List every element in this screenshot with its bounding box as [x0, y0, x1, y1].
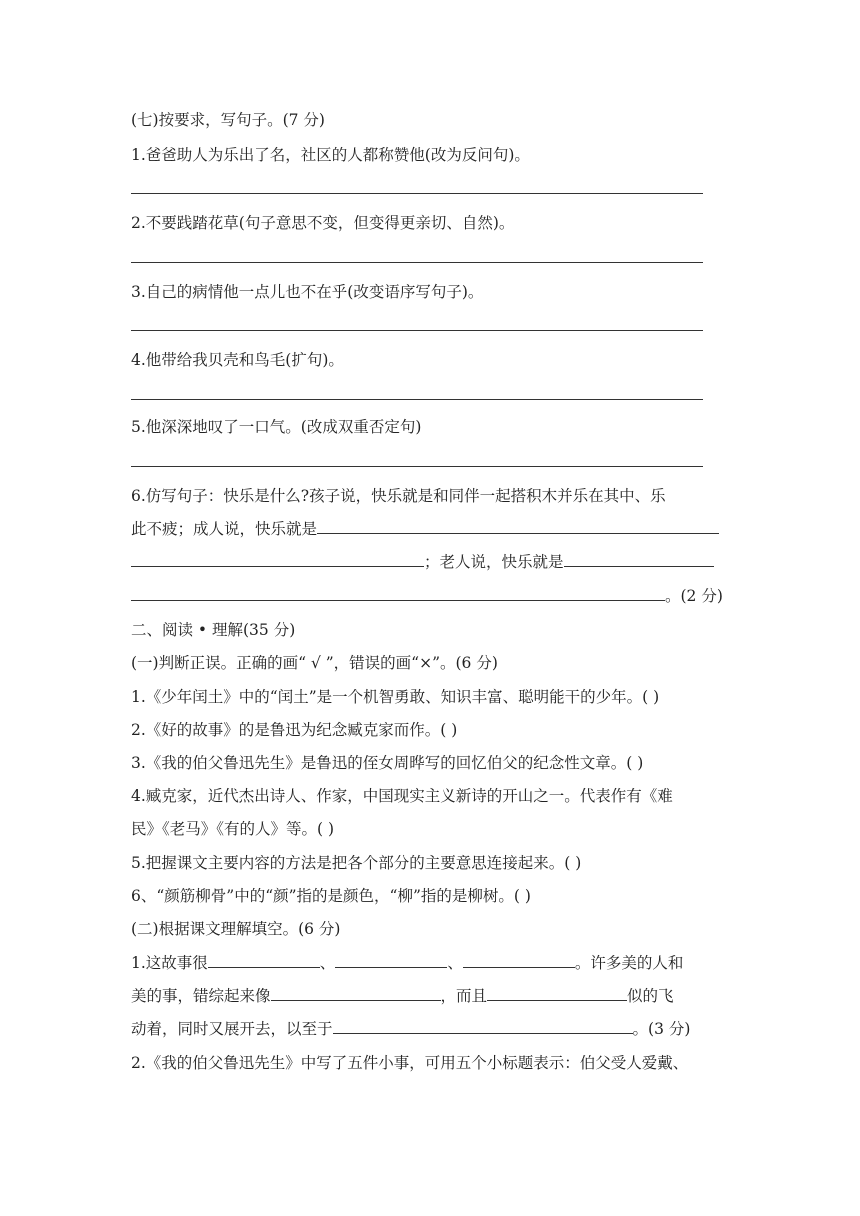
judge-item-3: 3.《我的伯父鲁迅先生》是鲁迅的侄女周晔写的回忆伯父的纪念性文章。( ) [131, 754, 644, 772]
fill-blank[interactable] [487, 986, 627, 1001]
fill-text: 。许多美的人和 [574, 954, 684, 972]
fill-text: 、 [319, 954, 336, 972]
question-6-line2 [131, 518, 719, 540]
fill-blank[interactable] [131, 586, 665, 601]
fill-blank[interactable] [463, 953, 575, 968]
fill-text: ，而且 [440, 987, 488, 1005]
section2-title: 二、阅读 • 理解(35 分) [131, 621, 296, 639]
fill-text: 1.这故事很 [131, 954, 208, 972]
answer-line[interactable] [131, 466, 703, 467]
question-1: 1.爸爸助人为乐出了名，社区的人都称赞他(改为反问句)。 [131, 146, 530, 164]
fill-question-1-line3 [131, 1018, 690, 1040]
judge-item-4: 4.臧克家，近代杰出诗人、作家，中国现实主义新诗的开山之一。代表作有《难 [131, 787, 673, 805]
q6-score: 。(2 分) [665, 587, 723, 605]
question-2: 2.不要践踏花草(句子意思不变，但变得更亲切、自然)。 [131, 214, 515, 232]
part2-title: (二)根据课文理解填空。(6 分) [131, 920, 341, 938]
part1-title: (一)判断正误。正确的画“ √ ”，错误的画“×”。(6 分) [131, 654, 498, 672]
fill-text: 美的事，错综起来像 [131, 987, 271, 1005]
fill-text: 动着，同时又展开去，以至于 [131, 1020, 333, 1038]
q6-text: ；老人说，快乐就是 [424, 553, 564, 571]
fill-question-1-line1 [131, 952, 683, 974]
answer-line[interactable] [131, 193, 703, 194]
fill-blank[interactable] [564, 552, 714, 567]
judge-item-4-cont: 民》《老马》《有的人》等。( ) [131, 820, 335, 838]
judge-item-2: 2.《好的故事》的是鲁迅为纪念臧克家而作。( ) [131, 721, 458, 739]
question-6-line3 [131, 551, 714, 573]
answer-line[interactable] [131, 262, 703, 263]
question-6-line1: 6.仿写句子：快乐是什么?孩子说，快乐就是和同伴一起搭积木并乐在其中、乐 [131, 487, 666, 505]
fill-blank[interactable] [208, 953, 320, 968]
fill-blank[interactable] [335, 953, 447, 968]
fill-blank[interactable] [271, 986, 441, 1001]
judge-item-1: 1.《少年闰土》中的“闰土”是一个机智勇敢、知识丰富、聪明能干的少年。( ) [131, 688, 660, 706]
question-6-line4 [131, 585, 723, 607]
judge-item-6: 6、“颜筋柳骨”中的“颜”指的是颜色，“柳”指的是柳树。( ) [131, 887, 531, 905]
section7-title: (七)按要求，写句子。(7 分) [131, 111, 325, 129]
fill-question-1-line2 [131, 985, 674, 1007]
fill-text: 似的飞 [627, 987, 674, 1005]
question-4: 4.他带给我贝壳和鸟毛(扩句)。 [131, 351, 344, 369]
fill-question-2: 2.《我的伯父鲁迅先生》中写了五件小事，可用五个小标题表示：伯父受人爱戴、 [131, 1054, 689, 1072]
judge-item-5: 5.把握课文主要内容的方法是把各个部分的主要意思连接起来。( ) [131, 854, 582, 872]
fill-blank[interactable] [317, 519, 719, 534]
answer-line[interactable] [131, 399, 703, 400]
fill-text: 。(3 分) [632, 1020, 691, 1038]
fill-blank[interactable] [131, 552, 424, 567]
fill-text: 、 [447, 954, 463, 972]
q6-text: 此不疲；成人说，快乐就是 [131, 520, 318, 538]
question-5: 5.他深深地叹了一口气。(改成双重否定句) [131, 418, 422, 436]
question-3: 3.自己的病情他一点儿也不在乎(改变语序写句子)。 [131, 283, 484, 301]
fill-blank[interactable] [333, 1019, 633, 1034]
answer-line[interactable] [131, 330, 703, 331]
